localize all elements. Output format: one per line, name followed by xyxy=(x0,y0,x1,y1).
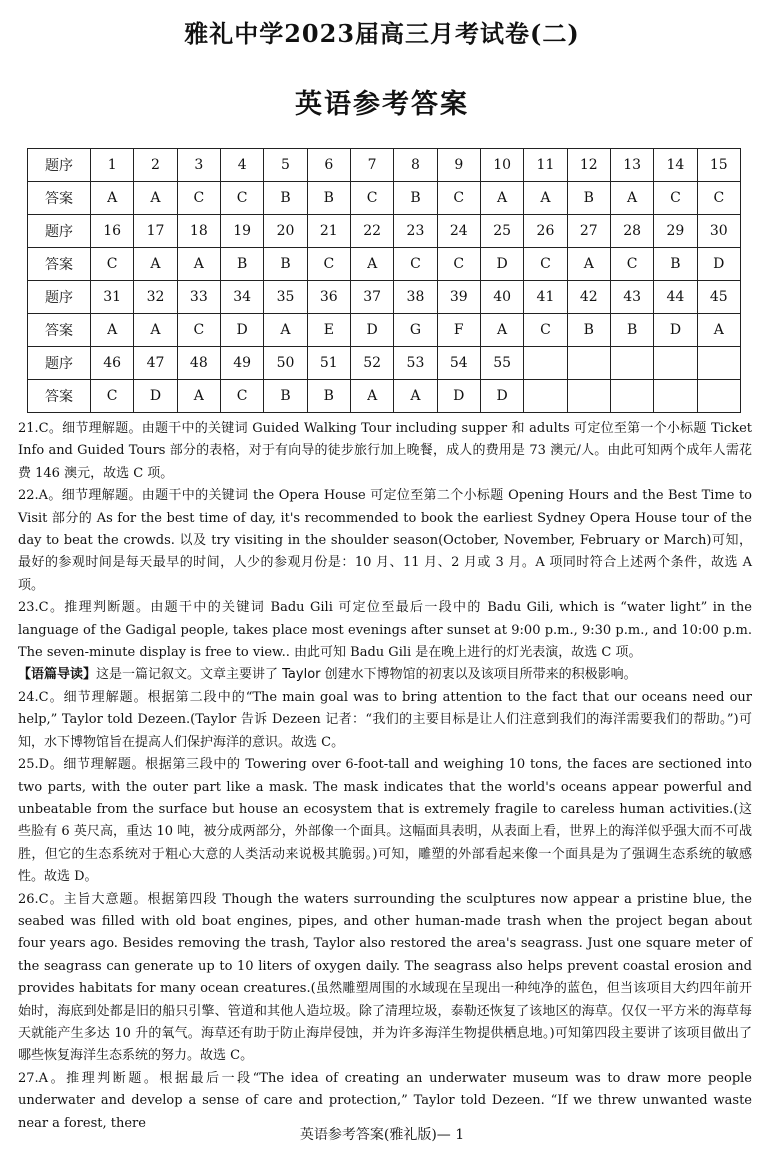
explanations xyxy=(18,418,752,1135)
answer-cell: C xyxy=(91,248,134,281)
question-number-row xyxy=(28,347,741,380)
question-number-cell: 8 xyxy=(394,149,437,182)
explanation-item: 21.C。细节理解题。由题干中的关键词 Guided Walking Tour including supper 和 adults 可定位至第一个小标题 Ticket Info and Guided Tours 部分的表格，对于有向导的徒步旅行加上晚餐，成人的费用是 73 澳元/人。由此可知两个成年人需花费 146 澳元，故选 C 项。 xyxy=(18,421,752,481)
question-number-cell: 30 xyxy=(697,215,740,248)
answer-cell: D xyxy=(480,248,523,281)
question-number-cell xyxy=(697,347,740,380)
question-number-cell: 31 xyxy=(91,281,134,314)
question-number-cell: 43 xyxy=(610,281,653,314)
answer-table xyxy=(27,148,741,413)
explanation-item: 23.C。推理判断题。由题干中的关键词 Badu Gili 可定位至最后一段中的 Badu Gili, which is “water light” in the language of the Gadigal people, takes place most evenings after sunset at 9:00 p.m., 9:30 p.m., and 10:00 p.m. The seven-minute display is free to view.. 由此可知 Badu Gili 是在晚上进行的灯光表演，故选 C 项。 xyxy=(18,600,752,661)
page-title: 雅礼中学2023届高三月考试卷(二) xyxy=(184,19,580,48)
answer-cell: D xyxy=(654,314,697,347)
question-number-cell: 6 xyxy=(307,149,350,182)
answer-cell: C xyxy=(654,182,697,215)
row-label-answer: 答案 xyxy=(28,248,91,281)
question-number-cell: 7 xyxy=(350,149,393,182)
question-number-cell: 54 xyxy=(437,347,480,380)
question-number-cell: 22 xyxy=(350,215,393,248)
answer-cell: B xyxy=(264,248,307,281)
question-number-cell: 40 xyxy=(480,281,523,314)
question-number-cell: 9 xyxy=(437,149,480,182)
answer-cell: C xyxy=(437,248,480,281)
answer-cell: C xyxy=(524,314,567,347)
row-label-question: 题序 xyxy=(28,149,91,182)
answer-cell: C xyxy=(697,182,740,215)
explanation-item: 22.A。细节理解题。由题干中的关键词 the Opera House 可定位至第二个小标题 Opening Hours and the Best Time to Visit 部分的 As for the best time of day, it's recommended to book the earliest Sydney Opera House tour of the day to beat the crowds. 以及 try visiting in the shoulder season(October, November, February or March)可知，最好的参观时间是每天最早的时间，人少的参观月份是：10 月、11 月、2 月或 3 月。A 项同时符合上述两个条件，故选 A 项。 xyxy=(18,488,752,593)
question-number-cell: 47 xyxy=(134,347,177,380)
question-number-cell: 39 xyxy=(437,281,480,314)
answer-cell: B xyxy=(307,182,350,215)
question-number-cell: 15 xyxy=(697,149,740,182)
question-number-row xyxy=(28,215,741,248)
question-number-cell: 48 xyxy=(177,347,220,380)
answer-cell: A xyxy=(177,380,220,413)
answer-cell: C xyxy=(220,182,263,215)
answer-row xyxy=(28,248,741,281)
answer-cell: A xyxy=(350,248,393,281)
answer-cell: B xyxy=(264,380,307,413)
answer-cell: B xyxy=(394,182,437,215)
answer-cell: B xyxy=(610,314,653,347)
row-label-answer: 答案 xyxy=(28,380,91,413)
answer-cell: C xyxy=(220,380,263,413)
answer-cell: D xyxy=(437,380,480,413)
page-footer: 英语参考答案(雅礼版)— 1 xyxy=(299,1127,465,1143)
answer-cell: A xyxy=(697,314,740,347)
answer-cell: B xyxy=(220,248,263,281)
answer-cell xyxy=(610,380,653,413)
question-number-cell: 34 xyxy=(220,281,263,314)
answer-row xyxy=(28,380,741,413)
question-number-cell xyxy=(610,347,653,380)
answer-cell: C xyxy=(524,248,567,281)
question-number-cell: 18 xyxy=(177,215,220,248)
answer-cell: A xyxy=(91,182,134,215)
answer-cell: C xyxy=(350,182,393,215)
question-number-cell: 49 xyxy=(220,347,263,380)
answer-cell: A xyxy=(134,248,177,281)
answer-cell: C xyxy=(437,182,480,215)
question-number-cell: 20 xyxy=(264,215,307,248)
answer-cell: B xyxy=(654,248,697,281)
question-number-cell: 55 xyxy=(480,347,523,380)
answer-cell: A xyxy=(134,182,177,215)
answer-cell: D xyxy=(350,314,393,347)
answer-cell: B xyxy=(307,380,350,413)
answer-cell: A xyxy=(480,314,523,347)
question-number-cell: 42 xyxy=(567,281,610,314)
answer-cell: C xyxy=(177,182,220,215)
row-label-question: 题序 xyxy=(28,281,91,314)
answer-cell: A xyxy=(264,314,307,347)
question-number-cell: 29 xyxy=(654,215,697,248)
answer-cell xyxy=(697,380,740,413)
question-number-row xyxy=(28,149,741,182)
guide-text: 这是一篇记叙文。文章主要讲了 Taylor 创建水下博物馆的初衷以及该项目所带来的积极影响。 xyxy=(96,667,637,683)
answer-cell: A xyxy=(480,182,523,215)
question-number-cell xyxy=(567,347,610,380)
question-number-cell: 16 xyxy=(91,215,134,248)
answer-cell xyxy=(567,380,610,413)
question-number-cell: 37 xyxy=(350,281,393,314)
explanation-item: 27.A。推理判断题。根据最后一段“The idea of creating an underwater museum was to draw more people underwater and develop a sense of care and protection,” Taylor told Dezeen. “If we threw unwanted waste near a forest, there xyxy=(18,1070,752,1131)
answer-cell: D xyxy=(480,380,523,413)
answer-cell xyxy=(524,380,567,413)
explanation-item: 25.D。细节理解题。根据第三段中的 Towering over 6-foot-tall and weighing 10 tons, the faces are sectioned into two parts, with the outer part like a mask. The mask indicates that the world's oceans appear powerful and unbeatable from the surface but house an ecosystem that is extremely fragile to careless human activities.(这些脸有 6 英尺高，重达 10 吨，被分成两部分，外部像一个面具。这幅面具表明，从表面上看，世界上的海洋似乎强大而不可战胜，但它的生态系统对于粗心大意的人类活动来说极其脆弱。)可知，雕塑的外部看起来像一个面具是为了强调生态系统的敏感性。故选 D。 xyxy=(18,757,752,885)
question-number-row xyxy=(28,281,741,314)
question-number-cell: 10 xyxy=(480,149,523,182)
question-number-cell: 11 xyxy=(524,149,567,182)
answer-cell: A xyxy=(610,182,653,215)
answer-cell: A xyxy=(567,248,610,281)
question-number-cell: 50 xyxy=(264,347,307,380)
question-number-cell: 51 xyxy=(307,347,350,380)
row-label-answer: 答案 xyxy=(28,314,91,347)
question-number-cell: 25 xyxy=(480,215,523,248)
explanation-item: 24.C。细节理解题。根据第二段中的“The main goal was to bring attention to the fact that our oceans need our help,” Taylor told Dezeen.(Taylor 告诉 Dezeen 记者：“我们的主要目标是让人们注意到我们的海洋需要我们的帮助。”)可知，水下博物馆旨在提高人们保护海洋的意识。故选 C。 xyxy=(18,689,752,750)
answer-cell: D xyxy=(697,248,740,281)
answer-cell: C xyxy=(394,248,437,281)
answer-cell: C xyxy=(91,380,134,413)
question-number-cell: 5 xyxy=(264,149,307,182)
explanation-item: 26.C。主旨大意题。根据第四段 Though the waters surrounding the sculptures now appear a pristine blue, the seabed was filled with old boat engines, pipes, and other human-made trash when the project began about four years ago. Besides removing the trash, Taylor also restored the area's seagrass. Just one square meter of the seagrass can generate up to 10 liters of oxygen daily. The seagrass also helps prevent coastal erosion and provides habitats for many ocean creatures.(虽然雕塑周围的水域现在呈现出一种纯净的蓝色，但当该项目大约四年前开始时，海底到处都是旧的船只引擎、管道和其他人造垃圾。除了清理垃圾，泰勒还恢复了该地区的海草。仅仅一平方米的海草每天就能产生多达 10 升的氧气。海草还有助于防止海岸侵蚀，并为许多海洋生物提供栖息地。)可知第四段主要讲了该项目做出了哪些恢复海洋生态系统的努力。故选 C。 xyxy=(18,891,752,1064)
answer-cell: A xyxy=(91,314,134,347)
question-number-cell: 19 xyxy=(220,215,263,248)
question-number-cell: 41 xyxy=(524,281,567,314)
page-subtitle: 英语参考答案 xyxy=(295,89,469,120)
answer-cell: C xyxy=(177,314,220,347)
question-number-cell: 53 xyxy=(394,347,437,380)
answer-cell: B xyxy=(264,182,307,215)
question-number-cell xyxy=(524,347,567,380)
question-number-cell: 38 xyxy=(394,281,437,314)
row-label-question: 题序 xyxy=(28,215,91,248)
question-number-cell: 35 xyxy=(264,281,307,314)
answer-row xyxy=(28,314,741,347)
row-label-question: 题序 xyxy=(28,347,91,380)
answer-row xyxy=(28,182,741,215)
question-number-cell: 46 xyxy=(91,347,134,380)
question-number-cell: 17 xyxy=(134,215,177,248)
question-number-cell: 23 xyxy=(394,215,437,248)
question-number-cell: 13 xyxy=(610,149,653,182)
answer-cell: A xyxy=(394,380,437,413)
answer-cell: D xyxy=(220,314,263,347)
answer-cell: D xyxy=(134,380,177,413)
question-number-cell: 52 xyxy=(350,347,393,380)
question-number-cell: 36 xyxy=(307,281,350,314)
row-label-answer: 答案 xyxy=(28,182,91,215)
question-number-cell: 1 xyxy=(91,149,134,182)
question-number-cell: 44 xyxy=(654,281,697,314)
answer-cell: F xyxy=(437,314,480,347)
question-number-cell: 12 xyxy=(567,149,610,182)
question-number-cell: 2 xyxy=(134,149,177,182)
answer-cell: B xyxy=(567,314,610,347)
answer-cell: C xyxy=(307,248,350,281)
answer-cell: A xyxy=(350,380,393,413)
question-number-cell: 27 xyxy=(567,215,610,248)
answer-cell: B xyxy=(567,182,610,215)
question-number-cell: 33 xyxy=(177,281,220,314)
question-number-cell xyxy=(654,347,697,380)
answer-cell xyxy=(654,380,697,413)
answer-cell: A xyxy=(177,248,220,281)
question-number-cell: 28 xyxy=(610,215,653,248)
question-number-cell: 14 xyxy=(654,149,697,182)
question-number-cell: 45 xyxy=(697,281,740,314)
question-number-cell: 26 xyxy=(524,215,567,248)
question-number-cell: 24 xyxy=(437,215,480,248)
answer-cell: C xyxy=(610,248,653,281)
guide-tag: 【语篇导读】 xyxy=(18,667,97,683)
answer-cell: G xyxy=(394,314,437,347)
answer-cell: A xyxy=(524,182,567,215)
question-number-cell: 4 xyxy=(220,149,263,182)
question-number-cell: 21 xyxy=(307,215,350,248)
question-number-cell: 3 xyxy=(177,149,220,182)
answer-cell: E xyxy=(307,314,350,347)
question-number-cell: 32 xyxy=(134,281,177,314)
answer-cell: A xyxy=(134,314,177,347)
passage-guide xyxy=(18,664,752,686)
